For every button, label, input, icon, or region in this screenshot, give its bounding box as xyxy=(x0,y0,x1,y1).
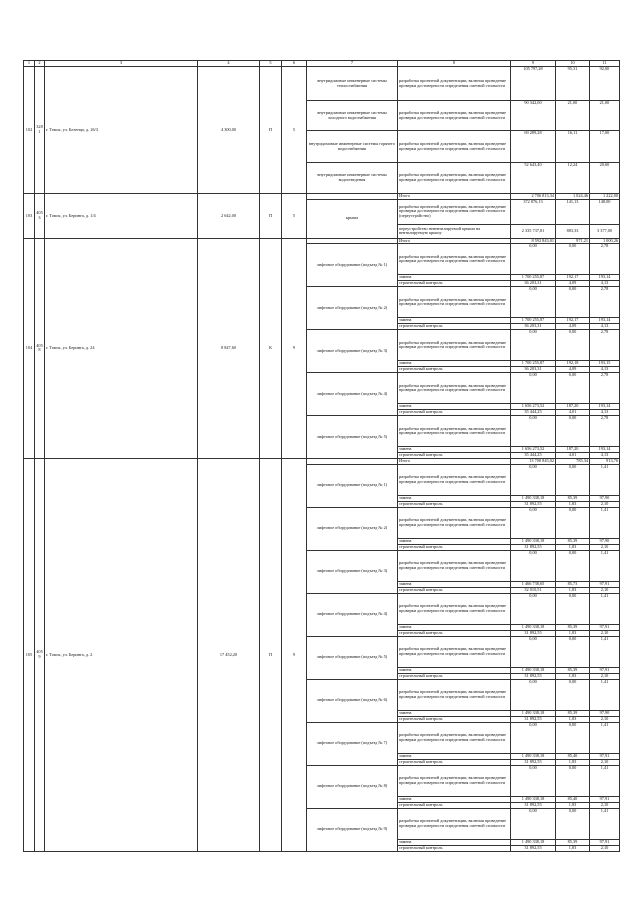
work-type: замена xyxy=(398,667,511,673)
limit-cost-value: 97,91 xyxy=(590,667,620,673)
cost-value: 1 490 338,18 xyxy=(511,667,556,673)
specific-cost-value: 0,00 xyxy=(556,808,590,839)
wall-material: П xyxy=(260,459,282,852)
work-type: разработка проектной документации, включая проведение проверки достоверности определения сметной стоимости xyxy=(398,67,511,101)
cost-value: 1 700 255,87 xyxy=(511,275,556,281)
work-type: замена xyxy=(398,839,511,845)
house-address: г. Томск, ул. Беринга, д. 24 xyxy=(45,238,198,459)
house-code: 4053 xyxy=(35,194,45,239)
construction-element: лифтовое оборудование (подъезд № 4) xyxy=(307,593,398,636)
wall-material: К xyxy=(260,238,282,459)
table-row xyxy=(24,67,620,101)
specific-cost-value: 85,73 xyxy=(556,581,590,587)
cost-value: 2 706 813,34 xyxy=(511,194,556,200)
house-code: 3281 xyxy=(35,67,45,194)
specific-cost-value: 1,83 xyxy=(556,501,590,507)
specific-cost-value: 95,31 xyxy=(556,67,590,101)
cost-value: 32 010,51 xyxy=(511,587,556,593)
table-body xyxy=(24,67,620,852)
column-number: 9 xyxy=(511,61,556,67)
work-type: замена xyxy=(398,581,511,587)
limit-cost-value: 97,90 xyxy=(590,710,620,716)
cost-value: 1 656 273,52 xyxy=(511,447,556,453)
cost-value: 1 466 738,65 xyxy=(511,581,556,587)
work-type: замена xyxy=(398,447,511,453)
construction-element: лифтовое оборудование (подъезд № 1) xyxy=(307,464,398,507)
specific-cost-value: 85,39 xyxy=(556,495,590,501)
cost-value: 31 892,55 xyxy=(511,802,556,808)
specific-cost-value: 0,00 xyxy=(556,679,590,710)
cost-value: 1 490 338,18 xyxy=(511,538,556,544)
specific-cost-value: 0,00 xyxy=(556,593,590,624)
floor-count: 9 xyxy=(282,238,307,459)
specific-cost-value: 85,39 xyxy=(556,667,590,673)
cost-value: 372 876,13 xyxy=(511,199,556,224)
cost-value: 1 490 338,18 xyxy=(511,710,556,716)
cost-value: 31 892,55 xyxy=(511,544,556,550)
specific-cost-value: 1,83 xyxy=(556,716,590,722)
work-type: строительный контроль xyxy=(398,759,511,765)
work-type: строительный контроль xyxy=(398,324,511,330)
work-type: строительный контроль xyxy=(398,845,511,851)
construction-element: внутридомовые инженерные системы холодного водоснабжения xyxy=(307,101,398,131)
cost-value: 1 700 255,87 xyxy=(511,361,556,367)
specific-cost-value: 192,17 xyxy=(556,275,590,281)
column-number: 6 xyxy=(282,61,307,67)
work-type: разработка проектной документации, включая проведение проверки достоверности определения сметной стоимости xyxy=(398,330,511,361)
limit-cost-value: 2,10 xyxy=(590,802,620,808)
specific-cost-value: 4,01 xyxy=(556,453,590,459)
construction-element: лифтовое оборудование (подъезд № 2) xyxy=(307,287,398,330)
specific-cost-value: 1,83 xyxy=(556,630,590,636)
cost-value: 1 490 338,18 xyxy=(511,753,556,759)
house-area: 17 452,20 xyxy=(198,459,260,852)
construction-element: лифтовое оборудование (подъезд № 6) xyxy=(307,679,398,722)
work-type: разработка проектной документации, включая проведение проверки достоверности определения сметной стоимости xyxy=(398,679,511,710)
limit-cost-value: 97,91 xyxy=(590,581,620,587)
limit-cost-value: 1,41 xyxy=(590,808,620,839)
specific-cost-value: 85,39 xyxy=(556,839,590,845)
construction-element: лифтовое оборудование (подъезд № 9) xyxy=(307,808,398,851)
column-number: 7 xyxy=(307,61,398,67)
limit-cost-value: 2,10 xyxy=(590,630,620,636)
limit-cost-value: 21,00 xyxy=(590,101,620,131)
specific-cost-value: 1,83 xyxy=(556,673,590,679)
work-type: разработка проектной документации, включая проведение проверки достоверности определения сметной стоимости xyxy=(398,287,511,318)
limit-cost-value: 1,41 xyxy=(590,593,620,624)
cost-value: 31 892,55 xyxy=(511,501,556,507)
cost-value: 31 892,55 xyxy=(511,716,556,722)
work-type: замена xyxy=(398,361,511,367)
house-address: г. Томск, ул. Беленца, д. 26/3 xyxy=(45,67,198,194)
specific-cost-value: 4,09 xyxy=(556,281,590,287)
construction-element: внутридомовые инженерные системы теплоснабжения xyxy=(307,67,398,101)
cost-value: 31 892,55 xyxy=(511,845,556,851)
specific-cost-value: 0,00 xyxy=(556,244,590,275)
cost-value: 1 490 338,18 xyxy=(511,624,556,630)
specific-cost-value: 883,33 xyxy=(556,224,590,238)
limit-cost-value: 4,13 xyxy=(590,453,620,459)
work-type: замена xyxy=(398,753,511,759)
work-type: строительный контроль xyxy=(398,453,511,459)
limit-cost-value: 4,13 xyxy=(590,410,620,416)
floor-count: 5 xyxy=(282,67,307,194)
construction-element: лифтовое оборудование (подъезд № 3) xyxy=(307,550,398,593)
limit-cost-value: 3 377,00 xyxy=(590,224,620,238)
column-number: 8 xyxy=(398,61,511,67)
limit-cost-value: 1,41 xyxy=(590,636,620,667)
house-address: г. Томск, ул. Беринга, д. 2 xyxy=(45,459,198,852)
specific-cost-value: 1,83 xyxy=(556,802,590,808)
limit-cost-value: 97,91 xyxy=(590,839,620,845)
cost-value: 69 289,28 xyxy=(511,131,556,163)
cost-value: 0,00 xyxy=(511,373,556,404)
specific-cost-value: 4,01 xyxy=(556,410,590,416)
specific-cost-value: 21,00 xyxy=(556,101,590,131)
work-type: замена xyxy=(398,796,511,802)
overhaul-program-table xyxy=(23,60,620,852)
work-type: разработка проектной документации, включая проведение проверки достоверности определения сметной стоимости xyxy=(398,550,511,581)
specific-cost-value: 187,20 xyxy=(556,447,590,453)
column-number: 10 xyxy=(556,61,590,67)
specific-cost-value: 85,39 xyxy=(556,624,590,630)
cost-value: 0,00 xyxy=(511,679,556,710)
limit-cost-value: 1,41 xyxy=(590,679,620,710)
specific-cost-value: 0,00 xyxy=(556,722,590,753)
specific-cost-value: 971,21 xyxy=(556,238,590,244)
cost-value: 35 444,25 xyxy=(511,410,556,416)
construction-element: лифтовое оборудование (подъезд № 7) xyxy=(307,722,398,765)
work-type: строительный контроль xyxy=(398,802,511,808)
cost-value: 0,00 xyxy=(511,808,556,839)
limit-cost-value: 193,14 xyxy=(590,404,620,410)
limit-cost-value: 2,10 xyxy=(590,673,620,679)
construction-element: крыша xyxy=(307,199,398,238)
limit-cost-value: 92,00 xyxy=(590,67,620,101)
total-label: Итого xyxy=(398,194,511,200)
specific-cost-value: 0,00 xyxy=(556,550,590,581)
construction-element: внутридомовые инженерные системы водоотведения xyxy=(307,163,398,194)
cost-value: 1 700 255,87 xyxy=(511,318,556,324)
limit-cost-value: 4,13 xyxy=(590,367,620,373)
row-number: 102 xyxy=(24,67,35,194)
limit-cost-value: 2,10 xyxy=(590,501,620,507)
specific-cost-value: 0,00 xyxy=(556,636,590,667)
work-type: разработка проектной документации, включая проведение проверки достоверности определения сметной стоимости xyxy=(398,636,511,667)
specific-cost-value: 85,39 xyxy=(556,538,590,544)
house-area: 4 300,00 xyxy=(198,67,260,194)
cost-value: 1 490 338,18 xyxy=(511,495,556,501)
cost-value: 36 203,31 xyxy=(511,281,556,287)
specific-cost-value: 0,00 xyxy=(556,373,590,404)
cost-value: 52 643,40 xyxy=(511,163,556,194)
cost-value: 31 892,55 xyxy=(511,630,556,636)
limit-cost-value: 97,91 xyxy=(590,624,620,630)
specific-cost-value: 12,24 xyxy=(556,163,590,194)
cost-value: 90 342,00 xyxy=(511,101,556,131)
specific-cost-value: 1,83 xyxy=(556,544,590,550)
column-number: 11 xyxy=(590,61,620,67)
limit-cost-value: 2,78 xyxy=(590,416,620,447)
cost-value: 0,00 xyxy=(511,244,556,275)
limit-cost-value: 1 222,00 xyxy=(590,194,620,200)
work-type: замена xyxy=(398,318,511,324)
specific-cost-value: 1,83 xyxy=(556,759,590,765)
specific-cost-value: 187,20 xyxy=(556,404,590,410)
cost-value: 13 700 845,02 xyxy=(511,459,556,465)
specific-cost-value: 4,09 xyxy=(556,367,590,373)
cost-value: 0,00 xyxy=(511,765,556,796)
work-type: строительный контроль xyxy=(398,410,511,416)
specific-cost-value: 141,13 xyxy=(556,199,590,224)
limit-cost-value: 2,78 xyxy=(590,287,620,318)
cost-value: 0,00 xyxy=(511,593,556,624)
work-type: разработка проектной документации, включая проведение проверки достоверности определения сметной стоимости xyxy=(398,722,511,753)
house-address: г. Томск, ул. Беринга, д. 1/4 xyxy=(45,194,198,239)
row-number: 105 xyxy=(24,459,35,852)
wall-material: П xyxy=(260,194,282,239)
work-type: замена xyxy=(398,275,511,281)
limit-cost-value: 97,90 xyxy=(590,538,620,544)
construction-element: лифтовое оборудование (подъезд № 5) xyxy=(307,636,398,679)
work-type: разработка проектной документации, включая проведение проверки достоверности определения сметной стоимости xyxy=(398,507,511,538)
cost-value: 0,00 xyxy=(511,287,556,318)
specific-cost-value: 0,00 xyxy=(556,464,590,495)
work-type: разработка проектной документации, включая проведение проверки достоверности определения сметной стоимости (переустройство) xyxy=(398,199,511,224)
house-code: 4058 xyxy=(35,238,45,459)
cost-value: 0,00 xyxy=(511,330,556,361)
cost-value: 31 892,55 xyxy=(511,759,556,765)
limit-cost-value: 148,00 xyxy=(590,199,620,224)
specific-cost-value: 192,18 xyxy=(556,361,590,367)
floor-count: 5 xyxy=(282,194,307,239)
limit-cost-value: 1,41 xyxy=(590,765,620,796)
limit-cost-value: 1,41 xyxy=(590,722,620,753)
limit-cost-value: 2,78 xyxy=(590,244,620,275)
work-type: замена xyxy=(398,538,511,544)
limit-cost-value: 2,10 xyxy=(590,759,620,765)
work-type: разработка проектной документации, включая проведение проверки достоверности определения сметной стоимости xyxy=(398,131,511,163)
house-code: 4059 xyxy=(35,459,45,852)
specific-cost-value: 0,00 xyxy=(556,287,590,318)
limit-cost-value: 97,91 xyxy=(590,796,620,802)
work-type: разработка проектной документации, включая проведение проверки достоверности определения сметной стоимости xyxy=(398,244,511,275)
limit-cost-value: 1,41 xyxy=(590,464,620,495)
specific-cost-value: 1,83 xyxy=(556,845,590,851)
cost-value: 0,00 xyxy=(511,464,556,495)
cost-value: 35 444,25 xyxy=(511,453,556,459)
work-type: замена xyxy=(398,404,511,410)
specific-cost-value: 1 024,46 xyxy=(556,194,590,200)
work-type: разработка проектной документации, включая проведение проверки достоверности определения сметной стоимости xyxy=(398,416,511,447)
limit-cost-value: 913,76 xyxy=(590,459,620,465)
specific-cost-value: 0,00 xyxy=(556,416,590,447)
cost-value: 0,00 xyxy=(511,636,556,667)
cost-value: 1 490 338,18 xyxy=(511,839,556,845)
work-type: строительный контроль xyxy=(398,281,511,287)
limit-cost-value: 193,14 xyxy=(590,275,620,281)
cost-value: 0,00 xyxy=(511,416,556,447)
work-type: разработка проектной документации, включая проведение проверки достоверности определения сметной стоимости xyxy=(398,101,511,131)
work-type: строительный контроль xyxy=(398,673,511,679)
work-type: замена xyxy=(398,495,511,501)
column-number: 4 xyxy=(198,61,260,67)
limit-cost-value: 4,13 xyxy=(590,281,620,287)
floor-count: 9 xyxy=(282,459,307,852)
specific-cost-value: 785,34 xyxy=(556,459,590,465)
wall-material: П xyxy=(260,67,282,194)
specific-cost-value: 85,39 xyxy=(556,710,590,716)
specific-cost-value: 16,11 xyxy=(556,131,590,163)
limit-cost-value: 97,90 xyxy=(590,495,620,501)
work-type: строительный контроль xyxy=(398,501,511,507)
column-number: 1 xyxy=(24,61,35,67)
work-type: строительный контроль xyxy=(398,367,511,373)
construction-element: лифтовое оборудование (подъезд № 3) xyxy=(307,330,398,373)
limit-cost-value: 1 000,26 xyxy=(590,238,620,244)
limit-cost-value: 193,14 xyxy=(590,447,620,453)
specific-cost-value: 0,00 xyxy=(556,330,590,361)
specific-cost-value: 85,40 xyxy=(556,796,590,802)
specific-cost-value: 4,09 xyxy=(556,324,590,330)
cost-value: 0,00 xyxy=(511,722,556,753)
work-type: разработка проектной документации, включая проведение проверки достоверности определения сметной стоимости xyxy=(398,163,511,194)
limit-cost-value: 1,41 xyxy=(590,550,620,581)
construction-element: внутридомовые инженерные системы горячего водоснабжения xyxy=(307,131,398,163)
limit-cost-value: 2,78 xyxy=(590,373,620,404)
limit-cost-value: 2,78 xyxy=(590,330,620,361)
limit-cost-value: 193,15 xyxy=(590,361,620,367)
house-area: 8 847,60 xyxy=(198,238,260,459)
cost-value: 8 592 843,01 xyxy=(511,238,556,244)
cost-value: 31 892,55 xyxy=(511,673,556,679)
work-type: строительный контроль xyxy=(398,630,511,636)
work-type: строительный контроль xyxy=(398,544,511,550)
column-number: 3 xyxy=(45,61,198,67)
cost-value: 2 335 737,81 xyxy=(511,224,556,238)
limit-cost-value: 2,10 xyxy=(590,716,620,722)
specific-cost-value: 0,00 xyxy=(556,765,590,796)
work-type: строительный контроль xyxy=(398,587,511,593)
column-number: 2 xyxy=(35,61,45,67)
specific-cost-value: 0,00 xyxy=(556,507,590,538)
specific-cost-value: 192,17 xyxy=(556,318,590,324)
cost-value: 36 203,31 xyxy=(511,324,556,330)
limit-cost-value: 2,10 xyxy=(590,544,620,550)
construction-element: лифтовое оборудование (подъезд № 4) xyxy=(307,373,398,416)
house-area: 2 642,00 xyxy=(198,194,260,239)
work-type: строительный контроль xyxy=(398,716,511,722)
work-type: разработка проектной документации, включая проведение проверки достоверности определения сметной стоимости xyxy=(398,464,511,495)
row-number: 103 xyxy=(24,194,35,239)
limit-cost-value: 17,00 xyxy=(590,131,620,163)
work-type: замена xyxy=(398,710,511,716)
work-type: разработка проектной документации, включая проведение проверки достоверности определения сметной стоимости xyxy=(398,373,511,404)
cost-value: 1 490 338,18 xyxy=(511,796,556,802)
work-type: переустройство невентилируемой крыши на вентилируемую крышу xyxy=(398,224,511,238)
document-page xyxy=(23,60,619,852)
limit-cost-value: 4,13 xyxy=(590,324,620,330)
construction-element: лифтовое оборудование (подъезд № 5) xyxy=(307,416,398,459)
limit-cost-value: 2,10 xyxy=(590,845,620,851)
cost-value: 0,00 xyxy=(511,507,556,538)
column-number: 5 xyxy=(260,61,282,67)
construction-element: лифтовое оборудование (подъезд № 8) xyxy=(307,765,398,808)
work-type: замена xyxy=(398,624,511,630)
cost-value: 0,00 xyxy=(511,550,556,581)
cost-value: 1 656 273,52 xyxy=(511,404,556,410)
limit-cost-value: 1,41 xyxy=(590,507,620,538)
limit-cost-value: 97,91 xyxy=(590,753,620,759)
limit-cost-value: 2,10 xyxy=(590,587,620,593)
work-type: разработка проектной документации, включая проведение проверки достоверности определения сметной стоимости xyxy=(398,593,511,624)
specific-cost-value: 1,83 xyxy=(556,587,590,593)
limit-cost-value: 193,14 xyxy=(590,318,620,324)
work-type: разработка проектной документации, включая проведение проверки достоверности определения сметной стоимости xyxy=(398,808,511,839)
cost-value: 105 797,28 xyxy=(511,67,556,101)
limit-cost-value: 20,00 xyxy=(590,163,620,194)
total-label: Итого xyxy=(398,238,511,244)
construction-element: лифтовое оборудование (подъезд № 1) xyxy=(307,244,398,287)
total-label: Итого xyxy=(398,459,511,465)
row-number: 104 xyxy=(24,238,35,459)
specific-cost-value: 85,40 xyxy=(556,753,590,759)
construction-element: лифтовое оборудование (подъезд № 2) xyxy=(307,507,398,550)
cost-value: 36 203,31 xyxy=(511,367,556,373)
work-type: разработка проектной документации, включая проведение проверки достоверности определения сметной стоимости xyxy=(398,765,511,796)
